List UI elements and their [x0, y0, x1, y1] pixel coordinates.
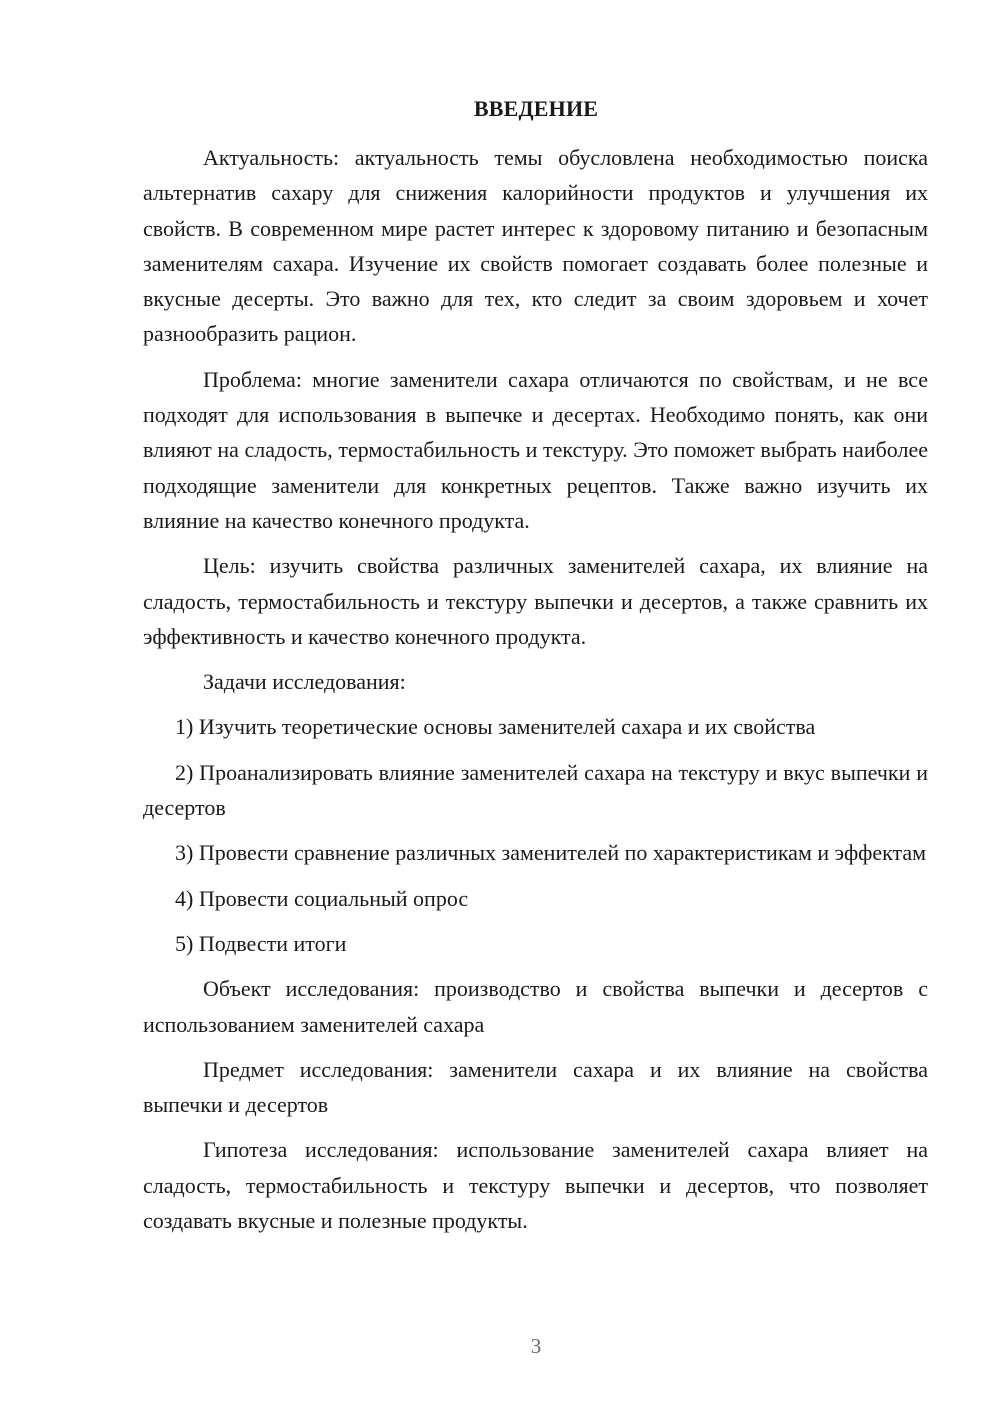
paragraph-relevance: Актуальность: актуальность темы обусловлена необходимостью поиска альтернатив сахару для снижения калорийности продуктов и улучшения их свойств. В современном мире растет интерес к здоровому питанию и безопасным заменителям сахара. Изучение их свойств помогает создавать более полезные и вкусные десерты. Это важно для тех, кто следит за своим здоровьем и хочет разнообразить рацион. [143, 145, 928, 347]
task-item-3: 3) Провести сравнение различных заменителей по характеристикам и эффектам [175, 840, 927, 866]
paragraph-subject: Предмет исследования: заменители сахара и их влияние на свойства выпечки и десертов [143, 1056, 928, 1118]
paragraph-object: Объект исследования: производство и свойства выпечки и десертов с использованием заменителей сахара [143, 976, 928, 1037]
task-item-1: 1) Изучить теоретические основы заменителей сахара и их свойства [175, 714, 816, 740]
paragraph-problem: Проблема: многие заменители сахара отличаются по свойствам, и не все подходят для использования в выпечке и десертах. Необходимо понять, как они влияют на сладость, термостабильность и текстуру. Это поможет выбрать наиболее подходящие заменители для конкретных рецептов. Также важно изучить их влияние на качество конечного продукта. [143, 366, 928, 533]
task-item-5: 5) Подвести итоги [175, 930, 347, 956]
paragraph-tasks-heading: Задачи исследования: [203, 669, 406, 695]
page-number: 3 [530, 1334, 542, 1358]
task-item-2: 2) Проанализировать влияние заменителей сахара на текстуру и вкус выпечки и десертов [143, 759, 928, 821]
section-heading: ВВЕДЕНИЕ [473, 96, 599, 121]
paragraph-goal: Цель: изучить свойства различных заменителей сахара, их влияние на сладость, термостабильность и текстуру выпечки и десертов, а также сравнить их эффективность и качество конечного продукта. [143, 553, 928, 649]
task-item-4: 4) Провести социальный опрос [175, 885, 469, 911]
document-body [143, 140, 928, 1238]
paragraph-hypothesis: Гипотеза исследования: использование заменителей сахара влияет на сладость, термостабильность и текстуру выпечки и десертов, что позволяет создавать вкусные и полезные продукты. [143, 1137, 928, 1234]
